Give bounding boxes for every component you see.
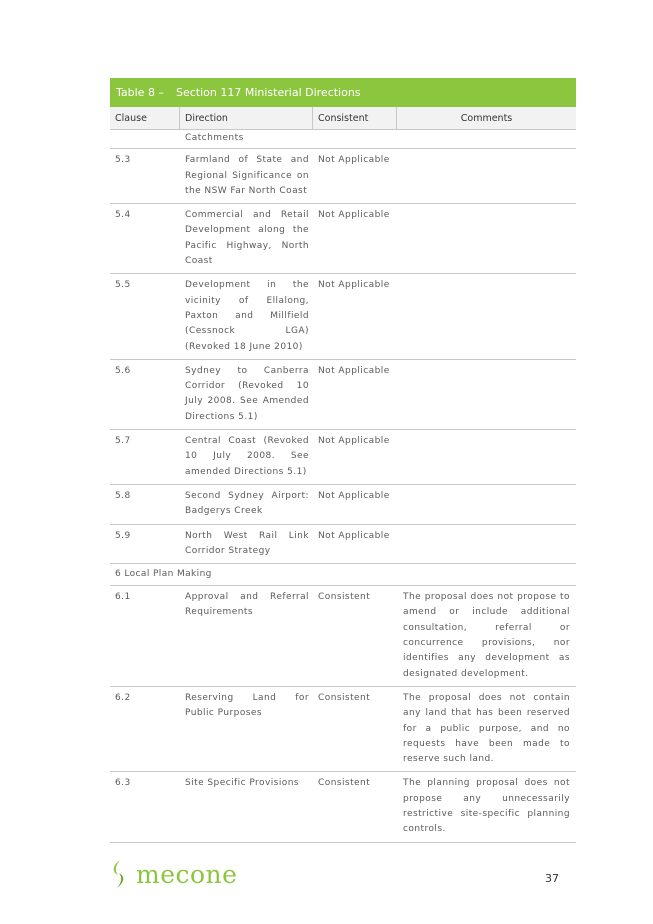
table-row bbox=[110, 204, 576, 274]
table-row bbox=[110, 687, 576, 772]
table-title: Section 117 Ministerial Directions bbox=[176, 86, 361, 99]
clause-cell: 5.8 bbox=[115, 490, 131, 501]
consistent-cell: Not Applicable bbox=[318, 155, 390, 166]
column-header-direction: Direction bbox=[180, 107, 313, 129]
comments-cell bbox=[397, 149, 576, 203]
page-number: 37 bbox=[545, 872, 559, 885]
comments-cell bbox=[397, 360, 576, 429]
clause-cell: 6.1 bbox=[115, 592, 131, 603]
comments-cell bbox=[397, 274, 576, 358]
table-row bbox=[110, 274, 576, 359]
direction-cell: Development in the vicinity of Ellalong, Paxton and Millfield (Cessnock LGA) (Revoked 18 June 2010) bbox=[185, 280, 309, 352]
table-row bbox=[110, 360, 576, 430]
clause-cell: 5.4 bbox=[115, 210, 131, 221]
direction-cell: Sydney to Canberra Corridor (Revoked 10 July 2008. See Amended Directions 5.1) bbox=[185, 365, 309, 422]
comments-cell bbox=[397, 430, 576, 484]
consistent-cell: Not Applicable bbox=[318, 210, 390, 221]
logo-wordmark: mecone bbox=[136, 859, 238, 889]
comments-cell: The planning proposal does not propose any unnecessarily restrictive site-specific planning controls. bbox=[403, 778, 570, 835]
direction-cell: Reserving Land for Public Purposes bbox=[185, 692, 309, 719]
clause-cell: 6.2 bbox=[115, 692, 131, 703]
direction-cell: North West Rail Link Corridor Strategy bbox=[185, 530, 309, 556]
consistent-cell: Not Applicable bbox=[318, 436, 390, 447]
column-header-comments: Comments bbox=[460, 112, 513, 124]
section-heading-row: 6 Local Plan Making bbox=[110, 564, 576, 586]
table-row bbox=[110, 430, 576, 485]
comments-cell bbox=[397, 485, 576, 524]
table-title-bar bbox=[110, 78, 576, 107]
continued-row bbox=[110, 130, 576, 149]
direction-cell: Approval and Referral Requirements bbox=[185, 592, 309, 618]
table-row bbox=[110, 149, 576, 204]
table-number: Table 8 – bbox=[116, 86, 164, 99]
column-header-clause: Clause bbox=[110, 107, 180, 129]
table-header bbox=[110, 107, 576, 130]
table-row bbox=[110, 485, 576, 525]
direction-cell: Farmland of State and Regional Significance on the NSW Far North Coast bbox=[185, 155, 309, 196]
comments-cell bbox=[397, 525, 576, 564]
clause-cell: 5.6 bbox=[115, 365, 131, 376]
comments-cell: The proposal does not propose to amend or include additional consultation, referral or concurrence provisions, nor identifies any development as designated development. bbox=[403, 592, 570, 679]
consistent-cell: Consistent bbox=[318, 692, 371, 703]
table-body-section-5 bbox=[110, 149, 576, 564]
table-row bbox=[110, 772, 576, 842]
mecone-logo bbox=[108, 859, 237, 889]
direction-cell: Second Sydney Airport: Badgerys Creek bbox=[185, 490, 309, 517]
comments-cell: The proposal does not contain any land that has been reserved for a public purpose, and no requests have been made to reserve such land. bbox=[403, 692, 570, 765]
table-body-section-6 bbox=[110, 586, 576, 842]
ministerial-directions-table bbox=[110, 78, 576, 843]
mecone-leaf-icon bbox=[108, 859, 130, 889]
clause-cell: 5.9 bbox=[115, 530, 131, 541]
consistent-cell: Not Applicable bbox=[318, 365, 390, 376]
direction-cell: Central Coast (Revoked 10 July 2008. See amended Directions 5.1) bbox=[185, 436, 309, 477]
direction-cell: Site Specific Provisions bbox=[185, 778, 300, 789]
direction-cell: Commercial and Retail Development along the Pacific Highway, North Coast bbox=[185, 210, 309, 267]
consistent-cell: Consistent bbox=[318, 592, 371, 603]
consistent-cell: Consistent bbox=[318, 778, 371, 789]
column-header-consistent: Consistent bbox=[313, 107, 397, 129]
consistent-cell: Not Applicable bbox=[318, 530, 390, 541]
continued-direction-text: Catchments bbox=[185, 133, 244, 143]
table-row bbox=[110, 525, 576, 565]
clause-cell: 6.3 bbox=[115, 778, 131, 789]
comments-cell bbox=[397, 204, 576, 273]
clause-cell: 5.5 bbox=[115, 280, 131, 291]
consistent-cell: Not Applicable bbox=[318, 490, 390, 501]
consistent-cell: Not Applicable bbox=[318, 280, 390, 291]
clause-cell: 5.3 bbox=[115, 155, 131, 166]
clause-cell: 5.7 bbox=[115, 436, 131, 447]
table-row bbox=[110, 586, 576, 687]
